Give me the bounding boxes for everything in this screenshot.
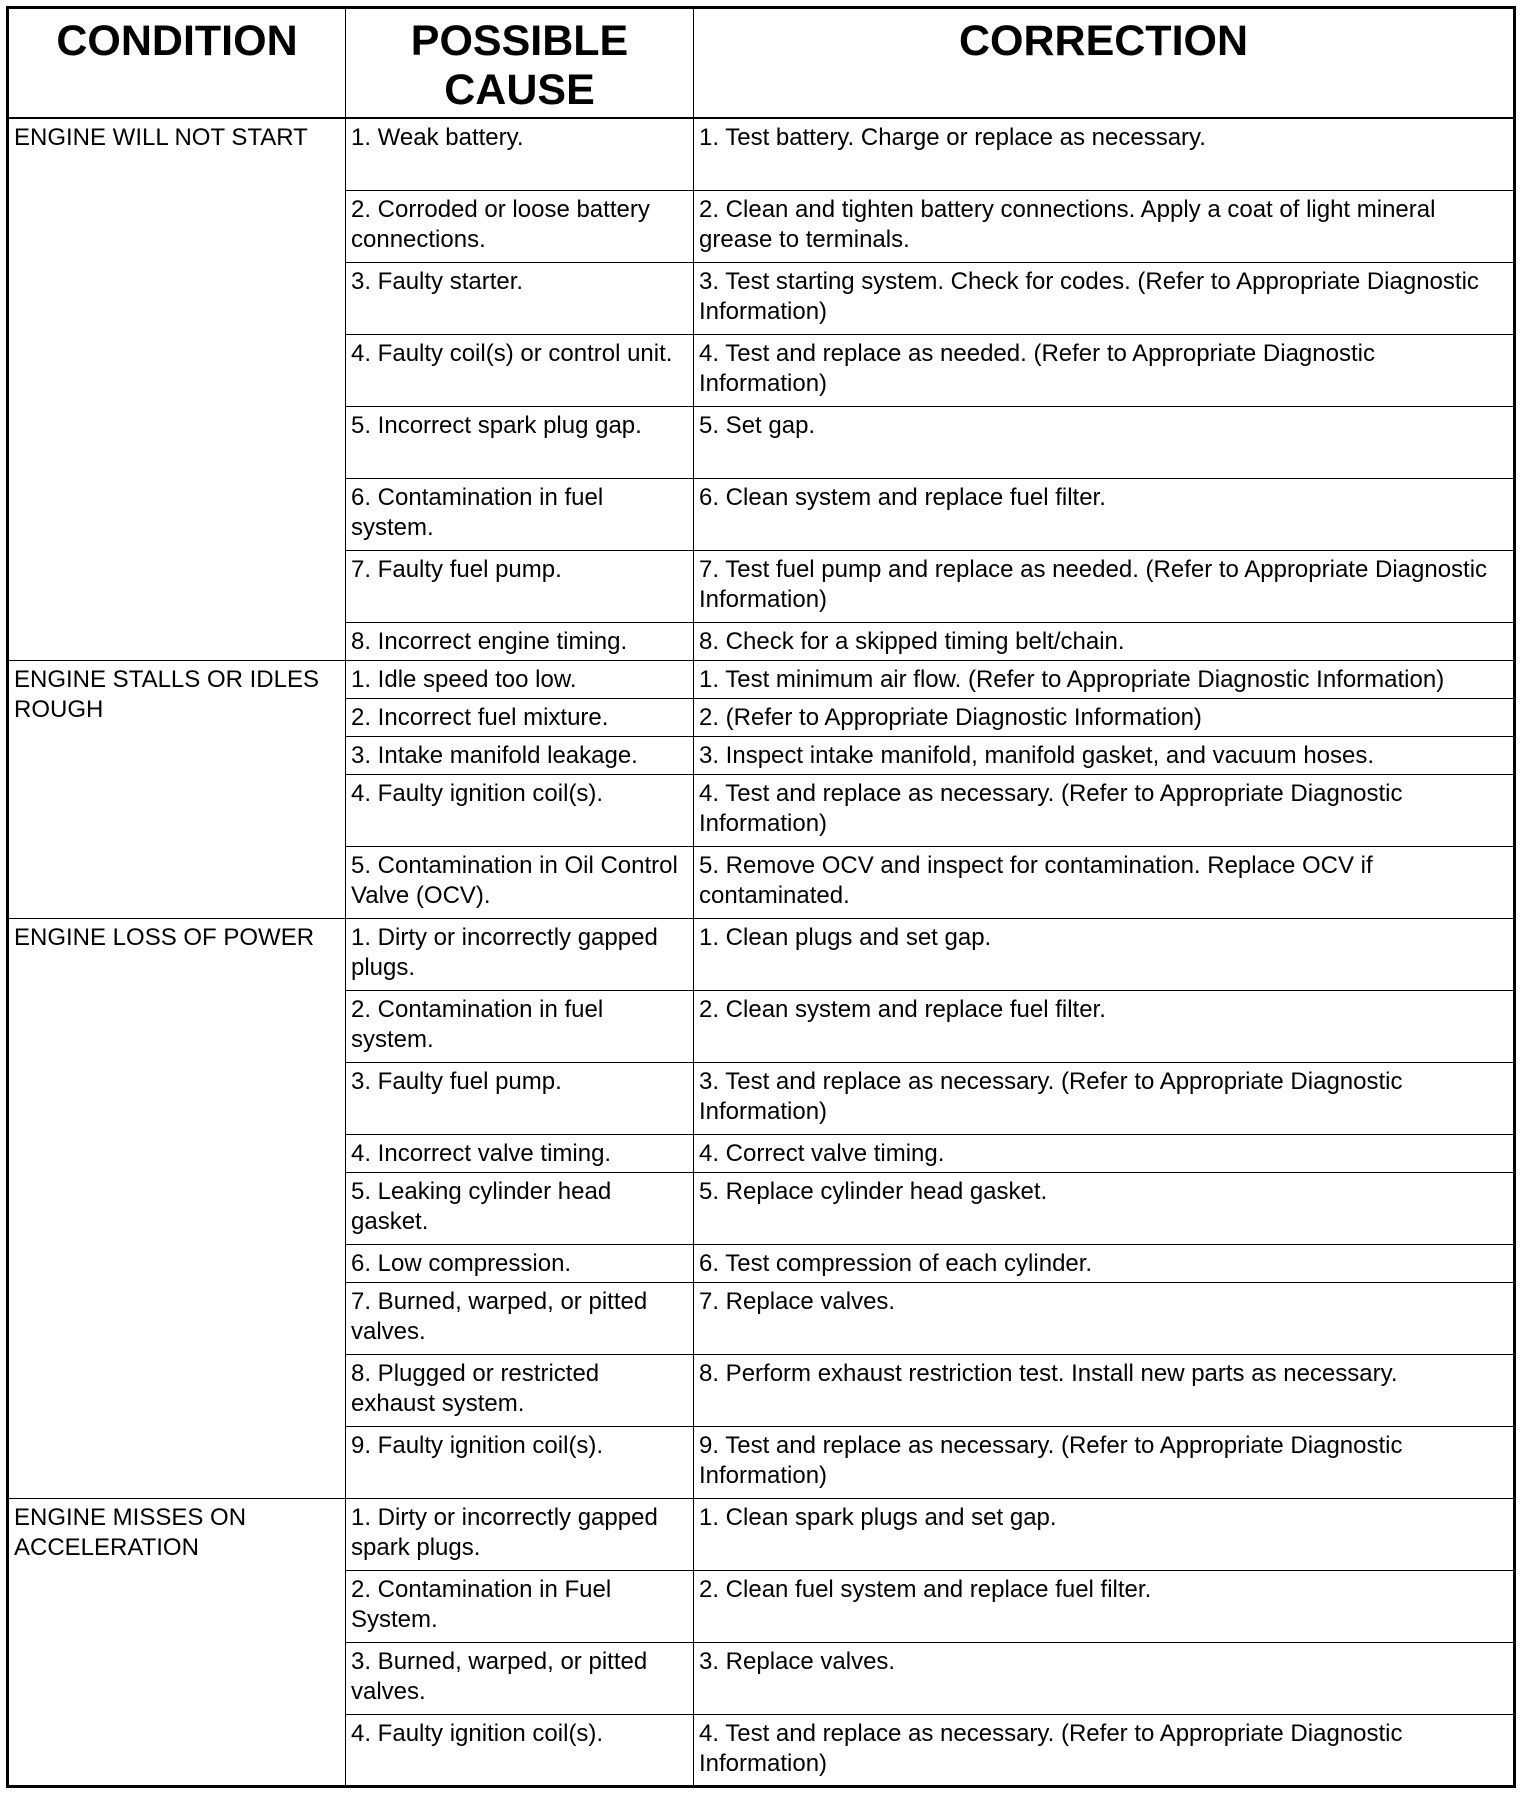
correction-cell: 6. Clean system and replace fuel filter. xyxy=(694,478,1515,550)
cause-cell: 4. Incorrect valve timing. xyxy=(346,1134,694,1172)
condition-cell: ENGINE STALLS OR IDLES ROUGH xyxy=(8,660,346,918)
correction-cell: 3. Test starting system. Check for codes. (Refer to Appropriate Diagnostic Information) xyxy=(694,262,1515,334)
cause-cell: 2. Contamination in fuel system. xyxy=(346,990,694,1062)
correction-cell: 8. Check for a skipped timing belt/chain. xyxy=(694,622,1515,660)
correction-cell: 9. Test and replace as necessary. (Refer to Appropriate Diagnostic Information) xyxy=(694,1426,1515,1498)
correction-cell: 1. Clean plugs and set gap. xyxy=(694,918,1515,990)
cause-cell: 9. Faulty ignition coil(s). xyxy=(346,1426,694,1498)
correction-cell: 5. Replace cylinder head gasket. xyxy=(694,1172,1515,1244)
correction-cell: 5. Remove OCV and inspect for contamination. Replace OCV if contaminated. xyxy=(694,846,1515,918)
cause-cell: 2. Corroded or loose battery connections. xyxy=(346,190,694,262)
page xyxy=(6,6,1513,1811)
cause-cell: 5. Contamination in Oil Control Valve (OCV). xyxy=(346,846,694,918)
correction-cell: 4. Test and replace as necessary. (Refer to Appropriate Diagnostic Information) xyxy=(694,1714,1515,1786)
correction-cell: 7. Test fuel pump and replace as needed. (Refer to Appropriate Diagnostic Information) xyxy=(694,550,1515,622)
correction-cell: 8. Perform exhaust restriction test. Install new parts as necessary. xyxy=(694,1354,1515,1426)
correction-cell: 7. Replace valves. xyxy=(694,1282,1515,1354)
table-row xyxy=(8,918,1515,990)
correction-cell: 2. Clean and tighten battery connections. Apply a coat of light mineral grease to terminals. xyxy=(694,190,1515,262)
cause-cell: 2. Incorrect fuel mixture. xyxy=(346,698,694,736)
table-row xyxy=(8,660,1515,698)
cause-cell: 1. Dirty or incorrectly gapped spark plugs. xyxy=(346,1498,694,1570)
correction-cell: 1. Clean spark plugs and set gap. xyxy=(694,1498,1515,1570)
cause-cell: 5. Leaking cylinder head gasket. xyxy=(346,1172,694,1244)
correction-cell: 1. Test minimum air flow. (Refer to Appropriate Diagnostic Information) xyxy=(694,660,1515,698)
correction-cell: 2. Clean fuel system and replace fuel filter. xyxy=(694,1570,1515,1642)
correction-cell: 3. Test and replace as necessary. (Refer to Appropriate Diagnostic Information) xyxy=(694,1062,1515,1134)
cause-cell: 1. Weak battery. xyxy=(346,118,694,190)
correction-cell: 3. Replace valves. xyxy=(694,1642,1515,1714)
correction-cell: 3. Inspect intake manifold, manifold gasket, and vacuum hoses. xyxy=(694,736,1515,774)
cause-cell: 6. Low compression. xyxy=(346,1244,694,1282)
correction-cell: 2. (Refer to Appropriate Diagnostic Information) xyxy=(694,698,1515,736)
cause-cell: 4. Faulty coil(s) or control unit. xyxy=(346,334,694,406)
cause-cell: 3. Faulty fuel pump. xyxy=(346,1062,694,1134)
correction-cell: 4. Correct valve timing. xyxy=(694,1134,1515,1172)
correction-cell: 2. Clean system and replace fuel filter. xyxy=(694,990,1515,1062)
cause-cell: 4. Faulty ignition coil(s). xyxy=(346,1714,694,1786)
header-row xyxy=(8,8,1515,119)
cause-cell: 3. Intake manifold leakage. xyxy=(346,736,694,774)
cause-cell: 4. Faulty ignition coil(s). xyxy=(346,774,694,846)
cause-cell: 2. Contamination in Fuel System. xyxy=(346,1570,694,1642)
cause-cell: 1. Dirty or incorrectly gapped plugs. xyxy=(346,918,694,990)
cause-cell: 8. Plugged or restricted exhaust system. xyxy=(346,1354,694,1426)
cause-cell: 5. Incorrect spark plug gap. xyxy=(346,406,694,478)
correction-cell: 1. Test battery. Charge or replace as necessary. xyxy=(694,118,1515,190)
correction-cell: 6. Test compression of each cylinder. xyxy=(694,1244,1515,1282)
table-row xyxy=(8,1498,1515,1570)
cause-cell: 3. Burned, warped, or pitted valves. xyxy=(346,1642,694,1714)
header-correction: CORRECTION xyxy=(694,8,1515,119)
condition-cell: ENGINE MISSES ON ACCELERATION xyxy=(8,1498,346,1786)
header-possible-cause: POSSIBLE CAUSE xyxy=(346,8,694,119)
cause-cell: 8. Incorrect engine timing. xyxy=(346,622,694,660)
header-condition: CONDITION xyxy=(8,8,346,119)
condition-cell: ENGINE LOSS OF POWER xyxy=(8,918,346,1498)
table-row xyxy=(8,118,1515,190)
diagnosis-table xyxy=(6,6,1516,1788)
correction-cell: 4. Test and replace as needed. (Refer to Appropriate Diagnostic Information) xyxy=(694,334,1515,406)
correction-cell: 5. Set gap. xyxy=(694,406,1515,478)
condition-cell: ENGINE WILL NOT START xyxy=(8,118,346,660)
cause-cell: 7. Burned, warped, or pitted valves. xyxy=(346,1282,694,1354)
cause-cell: 7. Faulty fuel pump. xyxy=(346,550,694,622)
cause-cell: 3. Faulty starter. xyxy=(346,262,694,334)
cause-cell: 6. Contamination in fuel system. xyxy=(346,478,694,550)
correction-cell: 4. Test and replace as necessary. (Refer to Appropriate Diagnostic Information) xyxy=(694,774,1515,846)
cause-cell: 1. Idle speed too low. xyxy=(346,660,694,698)
